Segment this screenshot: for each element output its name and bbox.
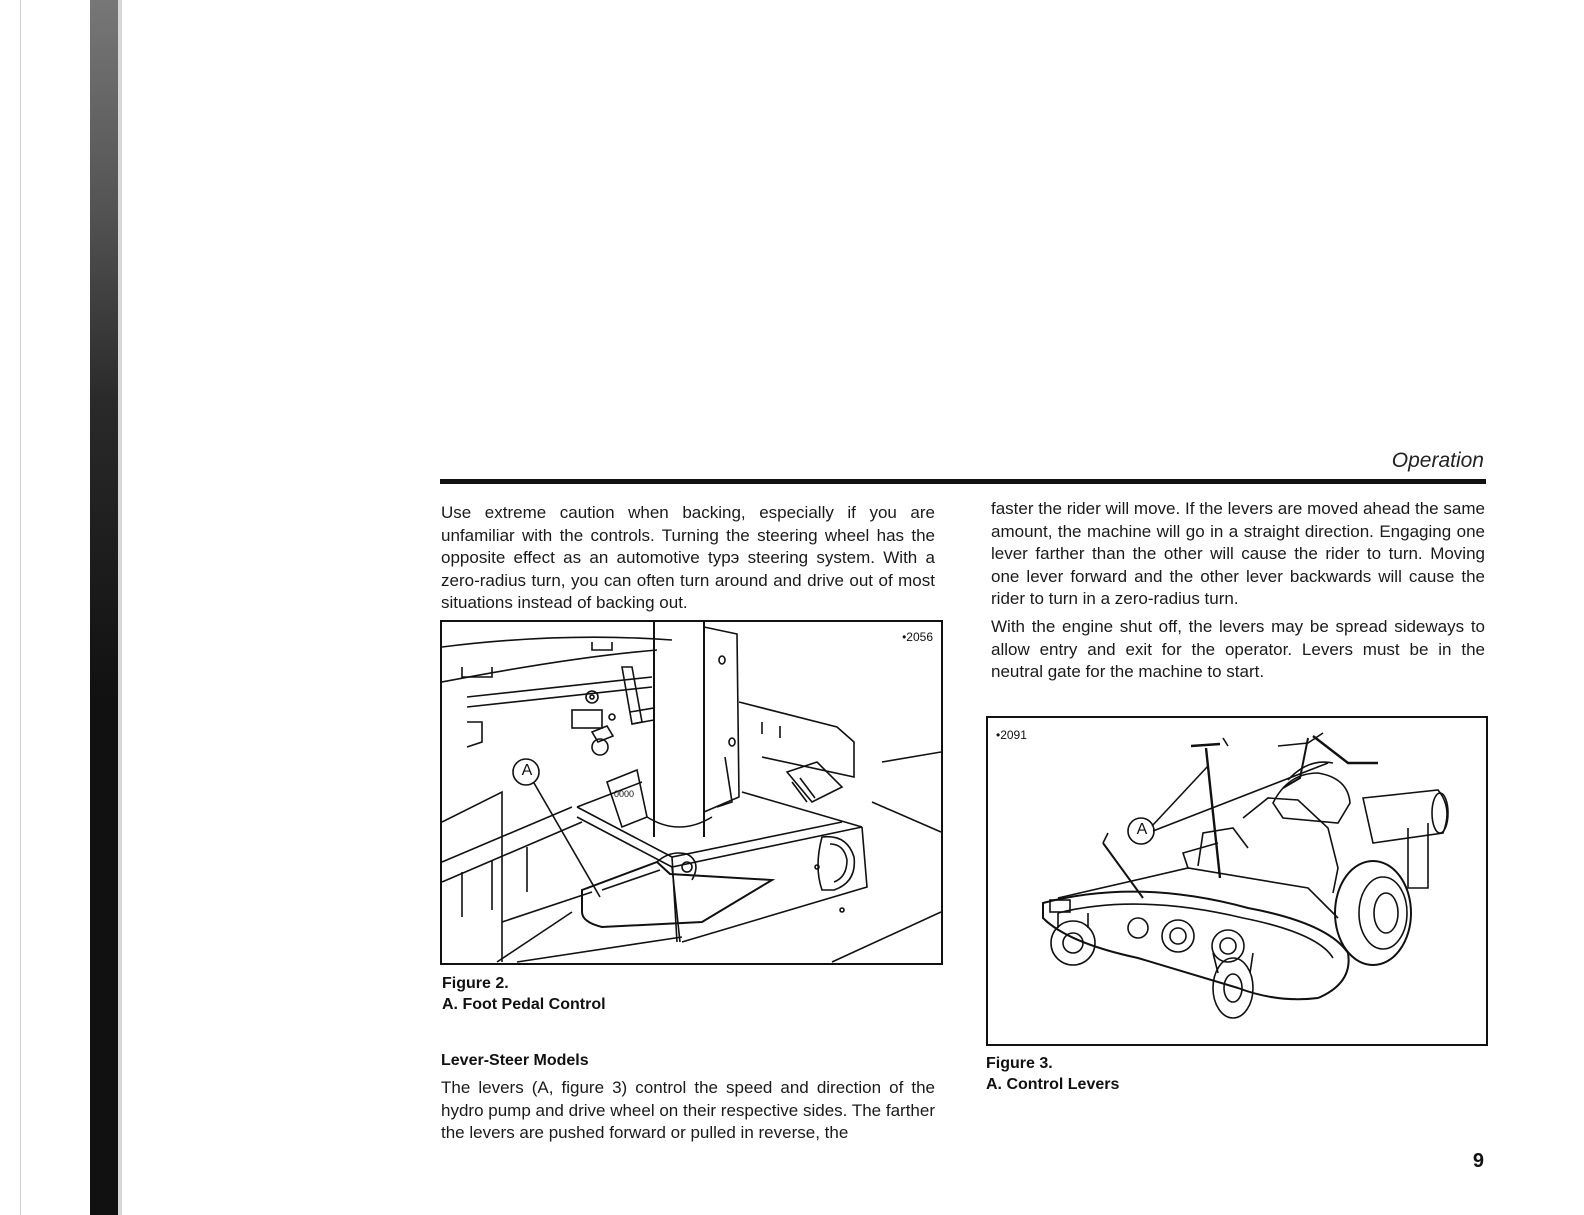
figure-3-control-levers bbox=[986, 716, 1488, 1046]
figure-3-ref-number: •2091 bbox=[996, 728, 1027, 742]
figure-2-caption-title: Figure 2. bbox=[442, 975, 509, 992]
figure-3-caption bbox=[986, 1053, 1119, 1095]
levers-continued-paragraph: faster the rider will move. If the levers are moved ahead the same amount, the machine will go in a straight direction. Engaging one lever farther than the other will cause the rider to turn. Moving one lever forward and the other lever backwards will cause the rider to turn in a zero-radius turn. bbox=[991, 499, 1485, 608]
figure-3-caption-item: A. Control Levers bbox=[986, 1076, 1120, 1093]
binding-edge bbox=[118, 0, 122, 1215]
section-title: Operation bbox=[1391, 449, 1484, 472]
levers-intro-paragraph: The levers (A, figure 3) control the speed and direction of the hydro pump and drive wheel on their respective sides. The farther the levers are pushed forward or pulled in reverse, the bbox=[441, 1078, 935, 1142]
figure-2-foot-pedal bbox=[440, 620, 943, 965]
figure-2-callout: A bbox=[521, 762, 533, 779]
figure-3-callout: A bbox=[1136, 821, 1148, 838]
foot-pedal-illustration bbox=[442, 622, 941, 963]
binding-shadow bbox=[90, 0, 118, 1215]
lever-steer-heading: Lever-Steer Models bbox=[441, 1052, 589, 1069]
backing-caution-paragraph: Use extreme caution when backing, especially if you are unfamiliar with the controls. Turning the steering wheel has the opposite effect as an automotive typэ steering system. With a zero-radius turn, you can often turn around and drive out of most situations instead of backing out. bbox=[441, 503, 935, 612]
figure-2-ref-number: •2056 bbox=[902, 630, 933, 644]
engine-shutoff-paragraph: With the engine shut off, the levers may be spread sideways to allow entry and exit for the operator. Levers must be in the neutral gate for the machine to start. bbox=[991, 617, 1485, 681]
figure-3-caption-title: Figure 3. bbox=[986, 1055, 1053, 1072]
figure-2-caption bbox=[442, 973, 606, 1015]
page-edge-line bbox=[20, 0, 21, 1215]
page-number: 9 bbox=[1472, 1150, 1484, 1172]
svg-text:0000: 0000 bbox=[614, 789, 635, 799]
zero-turn-mower-illustration bbox=[988, 718, 1486, 1044]
header-rule bbox=[440, 479, 1486, 484]
figure-2-caption-item: A. Foot Pedal Control bbox=[442, 996, 606, 1013]
